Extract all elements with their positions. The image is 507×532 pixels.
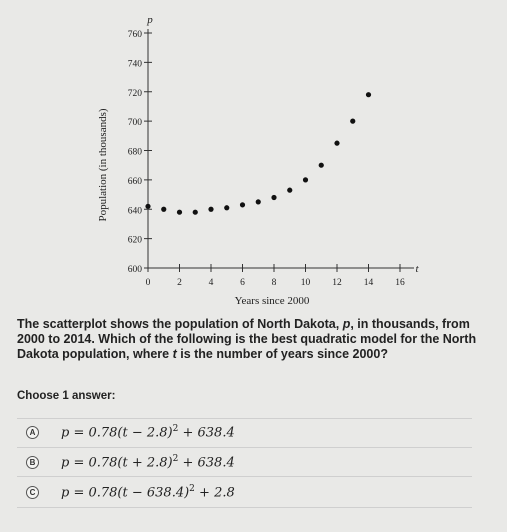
choice-a-formula-base: p = 0.78(t − 2.8) (61, 425, 173, 441)
choice-divider (17, 447, 472, 448)
choice-divider (17, 507, 472, 508)
data-point (256, 199, 261, 204)
choice-b-formula-tail: + 638.4 (178, 455, 235, 471)
x-tick-label: 6 (240, 278, 245, 288)
data-point (145, 204, 150, 209)
x-tick-label: 2 (177, 278, 182, 288)
x-tick-label: 10 (300, 278, 311, 288)
question-part-3: is the number of years since 2000? (176, 347, 388, 361)
choice-c-formula (61, 484, 235, 500)
data-point (161, 207, 166, 212)
y-tick-label: 640 (127, 206, 142, 217)
y-axis-variable: p (147, 14, 153, 26)
choice-a-bubble[interactable]: A (26, 426, 39, 439)
y-tick-label: 600 (127, 265, 142, 275)
y-tick-label: 700 (127, 118, 142, 129)
choose-label: Choose 1 answer: (17, 390, 116, 402)
choice-b[interactable] (26, 450, 466, 474)
data-point (366, 92, 371, 97)
x-axis-label: Years since 2000 (234, 295, 310, 307)
data-point (303, 177, 308, 182)
choice-b-formula-base: p = 0.78(t + 2.8) (61, 455, 173, 471)
data-point (334, 141, 339, 146)
question-part-1: The scatterplot shows the population of North Dakota, (17, 317, 343, 331)
choice-a-formula (61, 424, 235, 440)
data-point (271, 195, 276, 200)
data-point (224, 205, 229, 210)
choice-a-exponent: 2 (172, 423, 179, 434)
data-point (240, 202, 245, 207)
data-point (287, 188, 292, 193)
tick-labels (128, 30, 405, 288)
y-tick-label: 660 (127, 176, 142, 187)
choice-c-exponent: 2 (189, 483, 195, 494)
question-variable-t: t (172, 347, 177, 361)
data-point (193, 210, 198, 215)
choice-b-formula (61, 454, 235, 470)
x-tick-label: 12 (332, 278, 342, 288)
choice-a-formula-tail: + 638.4 (178, 425, 235, 441)
x-tick-label: 4 (208, 278, 214, 288)
data-point (177, 210, 182, 215)
choice-c-formula-tail: + 2.8 (194, 485, 235, 501)
choice-b-bubble[interactable]: B (26, 456, 39, 469)
choice-c-bubble[interactable]: C (26, 486, 39, 499)
data-point (208, 207, 213, 212)
y-axis-label: Population (in thousands) (97, 108, 109, 222)
data-point (350, 119, 355, 124)
x-tick-label: 16 (395, 278, 405, 288)
data-points (145, 92, 371, 215)
x-tick-label: 14 (363, 278, 374, 288)
choice-divider (17, 418, 472, 419)
x-tick-label: 8 (271, 278, 277, 288)
data-point (319, 163, 324, 168)
y-tick-label: 740 (127, 59, 142, 70)
axes (144, 29, 414, 272)
question-text (17, 317, 497, 362)
y-tick-label: 760 (127, 30, 142, 40)
y-tick-label: 620 (127, 235, 142, 246)
y-tick-label: 680 (127, 147, 142, 158)
y-tick-label: 720 (127, 88, 142, 99)
choice-b-exponent: 2 (172, 453, 179, 464)
choice-divider (17, 476, 472, 477)
choice-c[interactable] (26, 480, 466, 504)
question-variable-p: p (342, 317, 351, 331)
x-tick-label: 0 (145, 278, 151, 288)
x-axis-variable: t (415, 263, 419, 275)
choice-c-formula-base: p = 0.78(t − 638.4) (61, 485, 190, 501)
choice-a[interactable] (26, 420, 466, 444)
question-part-2: , in thousands, from 2000 to 2014. Which of the following is the best quadratic model for the North Dakota population, where (17, 317, 477, 361)
